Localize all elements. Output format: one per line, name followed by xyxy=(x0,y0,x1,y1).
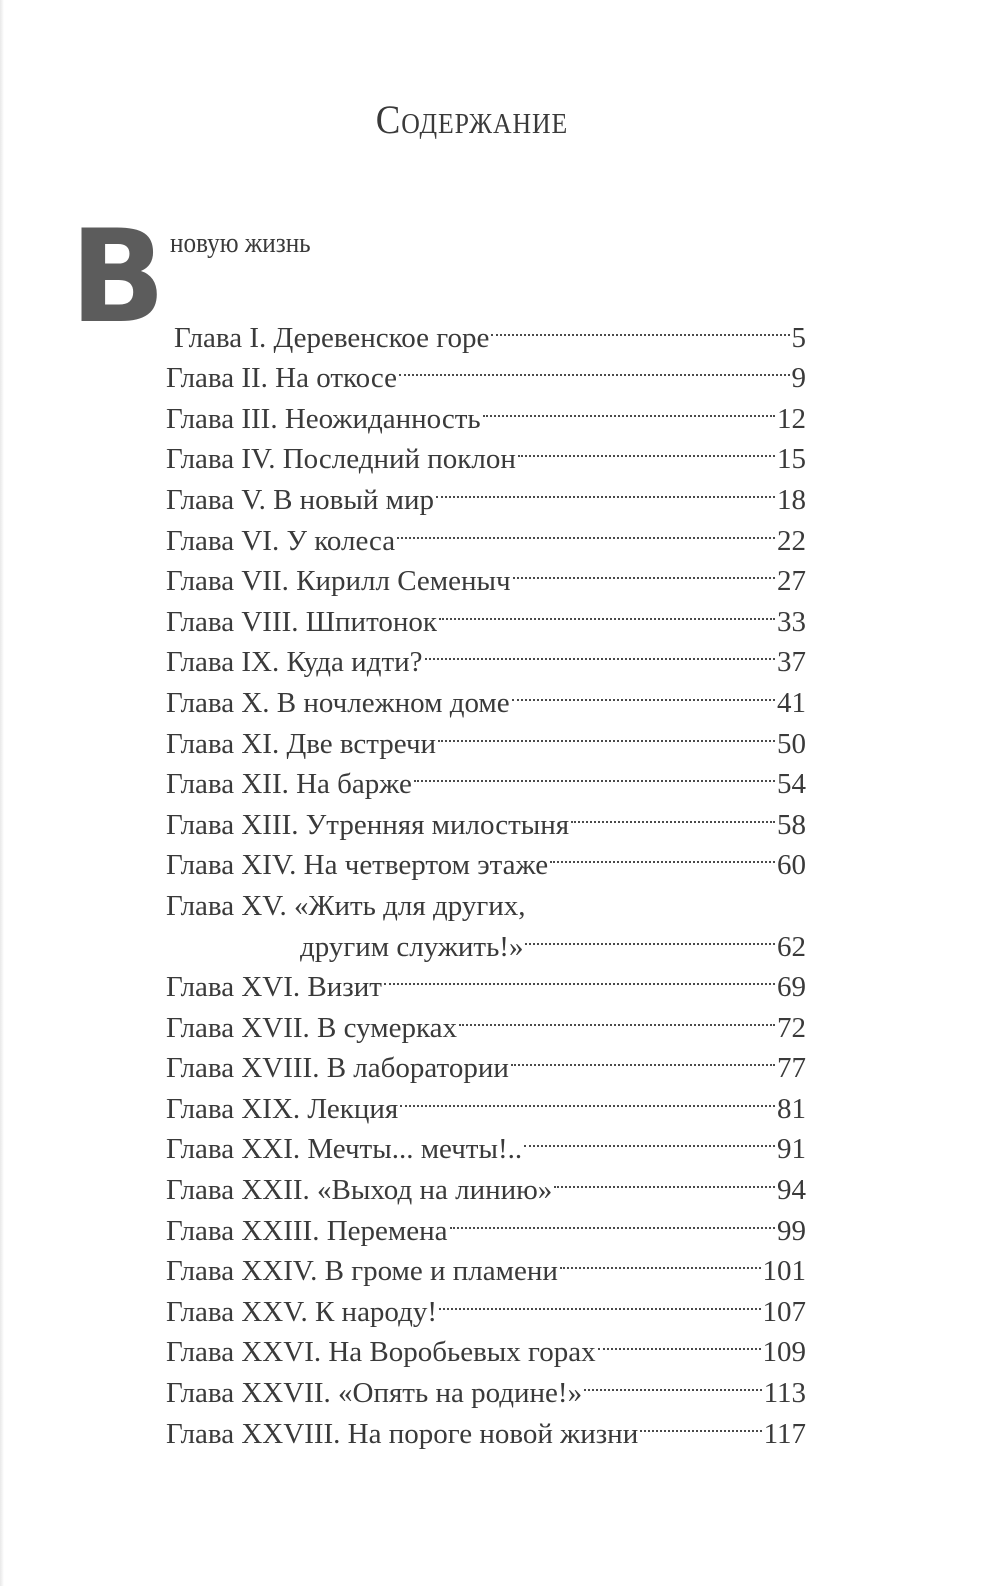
leader-dots xyxy=(436,468,775,509)
leader-dots xyxy=(483,387,775,428)
leader-dots xyxy=(560,1240,761,1281)
toc-entry-page: 5 xyxy=(791,321,806,354)
leader-dots xyxy=(528,874,804,915)
toc-entry-page: 60 xyxy=(777,849,806,882)
page-title: Содержание xyxy=(375,97,569,142)
toc-entry-label: Глава XXIII. Перемена xyxy=(166,1214,448,1247)
toc-entry-label: Глава XXV. К народу! xyxy=(166,1295,438,1328)
toc-entry-page: 12 xyxy=(777,402,806,435)
toc-entry-label: Глава III. Неожиданность xyxy=(166,402,481,435)
toc-entry-label: Глава VI. У колеса xyxy=(166,524,396,557)
leader-dots xyxy=(513,550,775,591)
toc-entry-label: Глава XXI. Мечты... мечты!.. xyxy=(166,1133,523,1166)
toc-entry-page: 41 xyxy=(777,686,806,719)
toc-entry-label: Глава VII. Кирилл Семеныч xyxy=(166,565,511,598)
toc-entry-page: 54 xyxy=(777,768,806,801)
toc-entry-page: 69 xyxy=(777,971,806,1004)
toc-entry-label: Глава I. Деревенское горе xyxy=(174,321,490,354)
toc-entry-label: Глава XXVI. На Воробьевых горах xyxy=(166,1336,596,1369)
toc-entry-label: Глава IV. Последний поклон xyxy=(166,443,516,476)
toc-entry-page: 109 xyxy=(762,1336,806,1369)
leader-dots xyxy=(550,834,775,875)
leader-dots xyxy=(640,1402,761,1443)
leader-dots xyxy=(598,1321,761,1362)
leader-dots xyxy=(384,956,775,997)
leader-dots xyxy=(399,347,790,388)
toc-entry-label: Глава IX. Куда идти? xyxy=(166,646,423,679)
leader-dots xyxy=(425,631,775,672)
toc-entry-page: 37 xyxy=(777,646,806,679)
toc-entry-page: 62 xyxy=(777,930,806,963)
leader-dots xyxy=(512,671,775,712)
toc-entry-label: Глава XI. Две встречи xyxy=(166,727,437,760)
toc-entry-page: 9 xyxy=(791,362,806,395)
leader-dots xyxy=(459,996,775,1037)
toc-entry-page: 18 xyxy=(777,483,806,516)
leader-dots xyxy=(439,590,775,631)
toc-entry-page: 72 xyxy=(777,1011,806,1044)
toc-entry-label: Глава XXIV. В громе и пламени xyxy=(166,1255,558,1288)
leader-dots xyxy=(554,1158,775,1199)
toc-entry-label: Глава XVII. В сумерках xyxy=(166,1011,458,1044)
table-of-contents xyxy=(166,306,806,1450)
page-edge xyxy=(0,0,4,1586)
toc-entry-page: 101 xyxy=(762,1255,806,1288)
drop-cap: В xyxy=(70,203,166,352)
toc-entry-page: 107 xyxy=(762,1295,806,1328)
toc-entry-label: Глава XXVIII. На пороге новой жизни xyxy=(166,1417,639,1450)
toc-entry-page: 94 xyxy=(777,1174,806,1207)
toc-entry-page: 113 xyxy=(763,1377,806,1410)
toc-entry-label: Глава VIII. Шпитонок xyxy=(166,605,437,638)
toc-entry-page: 77 xyxy=(777,1052,806,1085)
leader-dots xyxy=(491,306,789,347)
toc-entry-label: Глава XXVII. «Опять на родине!» xyxy=(166,1377,583,1410)
toc-entry-page: 91 xyxy=(777,1133,806,1166)
toc-entry-label: Глава XIX. Лекция xyxy=(166,1092,399,1125)
toc-entry-label: Глава XV. «Жить для других, xyxy=(166,889,526,922)
leader-dots xyxy=(414,753,775,794)
toc-entry-page: 27 xyxy=(777,565,806,598)
toc-entry-page: 33 xyxy=(777,605,806,638)
toc-entry-page: 99 xyxy=(777,1214,806,1247)
toc-entry-label: Глава XXII. «Выход на линию» xyxy=(166,1174,553,1207)
toc-entry-label-continuation: другим служить!» xyxy=(300,930,524,963)
toc-entry-label: Глава XIII. Утренняя милостыня xyxy=(166,808,570,841)
toc-entry-label: Глава V. В новый мир xyxy=(166,483,434,516)
leader-dots xyxy=(511,1037,775,1078)
toc-entry-page: 15 xyxy=(777,443,806,476)
section-title: новую жизнь xyxy=(170,228,311,259)
toc-entry-label: Глава X. В ночлежном доме xyxy=(166,686,510,719)
leader-dots xyxy=(518,428,775,469)
leader-dots xyxy=(584,1361,761,1402)
toc-entry-label: Глава II. На откосе xyxy=(166,362,397,395)
toc-entry-page: 117 xyxy=(763,1417,806,1450)
leader-dots xyxy=(400,1077,775,1118)
toc-entry-label: Глава XII. На барже xyxy=(166,768,412,801)
leader-dots xyxy=(438,712,775,753)
toc-entry-label: Глава XIV. На четвертом этаже xyxy=(166,849,549,882)
toc-entry-page: 58 xyxy=(777,808,806,841)
toc-entry[interactable] xyxy=(166,956,806,1004)
toc-entry-page: 50 xyxy=(777,727,806,760)
leader-dots xyxy=(439,1280,760,1321)
toc-entry-page: 81 xyxy=(777,1092,806,1125)
leader-dots xyxy=(397,509,775,550)
leader-dots xyxy=(571,793,775,834)
toc-entry[interactable] xyxy=(166,306,806,354)
toc-entry-label: Глава XVI. Визит xyxy=(166,971,382,1004)
leader-dots xyxy=(525,915,775,956)
leader-dots xyxy=(450,1199,775,1240)
leader-dots xyxy=(524,1118,775,1159)
toc-entry-label: Глава XVIII. В лаборатории xyxy=(166,1052,509,1085)
toc-entry-page: 22 xyxy=(777,524,806,557)
